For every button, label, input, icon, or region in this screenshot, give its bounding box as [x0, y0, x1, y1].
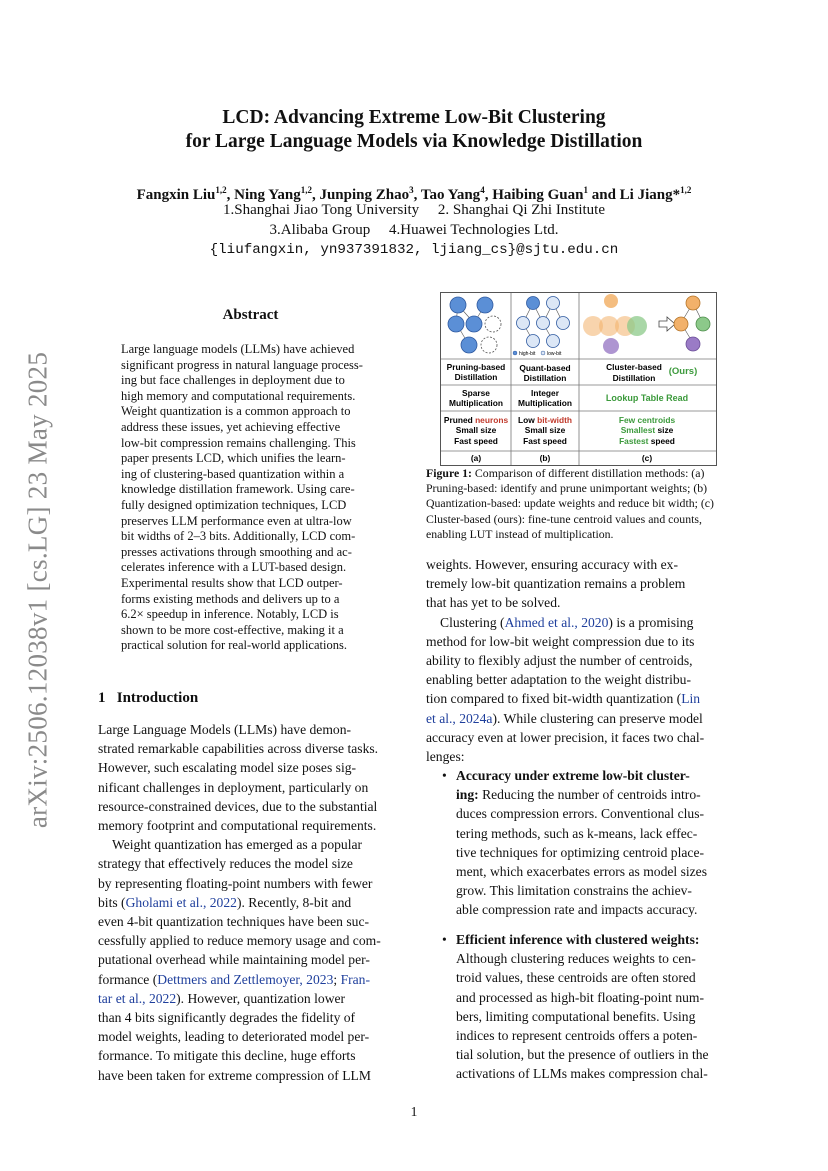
- row3-c-line1: Few centroids: [618, 415, 676, 425]
- intro-line: strated remarkable capabilities across diverse tasks.: [98, 741, 379, 757]
- col-a-title-line1: Pruning-based: [446, 362, 506, 372]
- cite-ahmed[interactable]: Ahmed et al., 2020: [504, 614, 609, 630]
- row3-b-line2: Small size: [524, 425, 566, 435]
- right-line: weights. However, ensuring accuracy with ex-: [426, 557, 678, 572]
- bullet-1-line: duces compression errors. Conventional clus-: [456, 806, 705, 822]
- arxiv-stamp-text: arXiv:2506.12038v1 [cs.LG] 23 May 2025: [22, 351, 53, 829]
- abstract-line: celerates inference with a LUT-based design.: [121, 560, 347, 575]
- right-line-tion: tion compared to fixed bit-width quantization (Lin: [426, 691, 701, 707]
- abstract-line: paper presents LCD, which unifies the learn-: [121, 451, 346, 466]
- affiliation-line2: 3.Alibaba Group 4.Huawei Technologies Ltd.: [269, 222, 559, 238]
- right-line: accuracy even at lower precision, it faces two chal-: [426, 729, 705, 745]
- author-emails: {liufangxin, yn937391832, ljiang_cs}@sjtu.edu.cn: [209, 242, 619, 258]
- abstract-line: preserves LLM performance even at ultra-low: [121, 513, 352, 528]
- abstract-line: Experimental results show that LCD outper-: [121, 575, 343, 590]
- bullet-1-line: tive techniques for optimizing centroid place-: [456, 844, 704, 860]
- row2-a-line1: Sparse: [462, 388, 490, 398]
- author-list: Fangxin Liu$^{1,2}$, Ning Yang$^{1,2}$, Junping Zhao$^3$, Tao Yang$^4$, Haibing Guan$^1$ and Li Jiang*$^{1,2}$: [136, 185, 692, 203]
- row3-c-line2: Smallest size: [620, 425, 674, 435]
- intro-line: putational overhead while maintaining model per-: [98, 952, 370, 968]
- right-line: enabling better adaptation to the weight distribu-: [426, 672, 692, 688]
- label-a: (a): [470, 453, 482, 463]
- paper-title-line1: LCD: Advancing Extreme Low-Bit Clustering: [222, 107, 606, 128]
- intro-line: model weights, leading to deteriorated model per-: [98, 1029, 370, 1045]
- bullet-2-line: activations of LLMs makes compression chal-: [456, 1066, 708, 1082]
- abstract-line: shown to be more cost-effective, making it a: [121, 622, 344, 637]
- cite-lin-part2[interactable]: et al., 2024a: [426, 710, 493, 726]
- bullet-2-line: tial solution, but the presence of outliers in the: [456, 1047, 709, 1063]
- abstract-line: presses activations through smoothing and ac-: [121, 544, 352, 559]
- figure-1-diagram: [441, 293, 716, 465]
- figure-1-caption: Figure 1: Comparison of different distillation methods: (a) Pruning-based: identify and prune unimportant weights; (b) Quantization-based: update weights and reduce bit width; (c) Cluster-based (ours): fine-tune centroid values and counts, enabling LUT instead of multiplication.: [426, 466, 714, 541]
- affiliation-line1: 1.Shanghai Jiao Tong University 2. Shanghai Qi Zhi Institute: [223, 202, 605, 218]
- arrow-right-icon: [659, 317, 675, 331]
- row3-c-line3: Fastest speed: [619, 436, 675, 446]
- page-number: 1: [410, 1104, 418, 1119]
- intro-line: by representing floating-point numbers with fewer: [98, 875, 373, 891]
- row3-a-line1: Pruned neurons: [443, 415, 509, 425]
- intro-line: resource-constrained devices, due to the substantial: [98, 798, 378, 814]
- intro-line-bits: bits (Gholami et al., 2022). Recently, 8-bit and: [98, 894, 352, 910]
- abstract-body: [121, 342, 380, 654]
- row2-b-line2: Multiplication: [518, 398, 572, 408]
- bullet-2-line: indices to represent centroids offers a poten-: [456, 1028, 698, 1044]
- cite-gholami[interactable]: Gholami et al., 2022: [125, 894, 237, 910]
- intro-line: Large Language Models (LLMs) have demon-: [98, 722, 352, 737]
- legend-high-bit: high-bit: [519, 351, 536, 357]
- abstract-line: Large language models (LLMs) have achieved: [121, 342, 355, 356]
- intro-line: even 4-bit quantization techniques have been suc-: [98, 914, 370, 930]
- row2-a-line2: Multiplication: [449, 398, 503, 408]
- bullet-2-line: Although clustering reduces weights to cen-: [456, 951, 696, 967]
- legend-low-bit: low-bit: [547, 351, 562, 357]
- arxiv-stamp: [18, 340, 58, 840]
- cite-frantar-part1[interactable]: Fran-: [340, 971, 371, 987]
- intro-line-tar: tar et al., 2022). However, quantization lower: [98, 990, 346, 1006]
- section-heading-introduction: 1 Introduction: [98, 690, 199, 706]
- right-line-clustering: Clustering (Ahmed et al., 2020) is a promising: [440, 614, 694, 630]
- right-line-lin: et al., 2024a). While clustering can preserve model: [426, 710, 703, 726]
- intro-line: nificant challenges in deployment, particularly on: [98, 779, 369, 795]
- cite-lin-part1[interactable]: Lin: [681, 691, 701, 707]
- right-column: [426, 555, 731, 766]
- abstract-line: 6.2× speedup in inference. Notably, LCD is: [121, 607, 339, 622]
- paper-title-line2: for Large Language Models via Knowledge Distillation: [185, 131, 643, 152]
- col-b-title-line1: Quant-based: [519, 363, 571, 373]
- abstract-line: significant progress in natural language process-: [121, 357, 363, 372]
- intro-column: [98, 720, 404, 1085]
- intro-line: Weight quantization has emerged as a popular: [112, 837, 363, 853]
- intro-line: have been taken for extreme compression of LLM: [98, 1067, 371, 1083]
- row3-b-line3: Fast speed: [523, 436, 567, 446]
- bullet-2: Efficient inference with clustered weights: Although clustering reduces weights to cen- troid values, these centroids are often stored and processed as high-bit floating-point num- bers, limiting computational benefits. Using indices to represent centroids offers a poten- tial solution, but the presence of outliers in the activations of LLMs makes compression chal-: [456, 930, 731, 1084]
- row3-a-line3: Fast speed: [454, 436, 498, 446]
- col-b-title-line2: Distillation: [523, 373, 567, 383]
- abstract-line: knowledge distillation framework. Using care-: [121, 482, 355, 497]
- abstract-line: ing but face challenges in deployment due to: [121, 373, 345, 388]
- row2-c-lut: Lookup Table Read: [605, 393, 689, 403]
- right-line: that has yet to be solved.: [426, 595, 561, 611]
- bullet-2-line: troid values, these centroids are often stored: [456, 970, 696, 986]
- right-line: tremely low-bit quantization remains a problem: [426, 576, 686, 592]
- bullet-1: Accuracy under extreme low-bit cluster- ing: Reducing the number of centroids intro- duces compression errors. Conventional clus- tering methods, such as k-means, lack effec- tive techniques for optimizing centroid place- ment, which exacerbates errors as model sizes grow. This limitation constrains the achiev- able compression rate and impacts accuracy.: [456, 766, 731, 920]
- intro-line-formance: formance (Dettmers and Zettlemoyer, 2023; Fran-: [98, 971, 371, 987]
- quant-network-icon: [513, 297, 570, 358]
- row2-b-line1: Integer: [531, 388, 559, 398]
- cite-dettmers[interactable]: Dettmers and Zettlemoyer, 2023: [157, 971, 334, 987]
- right-line: method for low-bit weight compression due to its: [426, 633, 695, 649]
- bullet-2-line: and processed as high-bit floating-point num-: [456, 989, 705, 1005]
- cluster-network-icon: [583, 294, 710, 354]
- pruning-network-icon: [448, 297, 501, 353]
- intro-line: than 4 bits significantly degrades the fidelity of: [98, 1010, 356, 1026]
- col-a-title-line2: Distillation: [454, 372, 498, 382]
- bullet-1-line: able compression rate and impacts accuracy.: [456, 902, 698, 918]
- bullet-2-line: bers, limiting computational benefits. Using: [456, 1008, 696, 1024]
- row3-a-line2: Small size: [455, 425, 497, 435]
- abstract-line: ing of clustering-based quantization within a: [121, 466, 345, 481]
- intro-line: However, such escalating model size poses sig-: [98, 760, 357, 776]
- ours-label: (Ours): [668, 366, 698, 377]
- abstract-line: fully designed optimization techniques, LCD: [121, 497, 347, 512]
- bullet-1-line: tering methods, such as k-means, lack effec-: [456, 825, 698, 841]
- intro-line: memory footprint and computational requirements.: [98, 818, 377, 834]
- label-b: (b): [539, 453, 551, 463]
- abstract-heading: Abstract: [222, 307, 279, 323]
- bullet-2-dot: •: [442, 932, 447, 947]
- bullet-1-line: ment, which exacerbates errors as model sizes: [456, 864, 708, 880]
- label-c: (c): [641, 453, 653, 463]
- abstract-line: high memory and computational requirements.: [121, 388, 356, 403]
- intro-line: formance. To mitigate this decline, huge efforts: [98, 1048, 356, 1064]
- abstract-line: low-bit compression remains challenging. This: [121, 435, 356, 450]
- bullet-1-line: grow. This limitation constrains the achiev-: [456, 883, 692, 899]
- bullet-1-dot: •: [442, 768, 447, 783]
- cite-frantar-part2[interactable]: tar et al., 2022: [98, 990, 177, 1006]
- col-c-title-line2: Distillation: [612, 373, 656, 383]
- col-c-title-line1: Cluster-based: [606, 362, 662, 372]
- intro-line: cessfully applied to reduce memory usage and com-: [98, 933, 381, 949]
- right-line: ability to flexibly adjust the number of centroids,: [426, 653, 693, 669]
- abstract-line: bit widths of 2–3 bits. Additionally, LCD com-: [121, 529, 356, 544]
- abstract-line: address these issues, yet achieving effective: [121, 419, 341, 434]
- figure-1: [440, 292, 717, 466]
- abstract-line: Weight quantization is a common approach to: [121, 404, 351, 419]
- abstract-line: forms existing methods and delivers up to a: [121, 591, 340, 606]
- intro-line: strategy that effectively reduces the model size: [98, 856, 353, 872]
- right-line: lenges:: [426, 749, 465, 765]
- row3-b-line1: Low bit-width: [518, 415, 572, 425]
- abstract-line: practical solution for real-world applications.: [121, 638, 347, 653]
